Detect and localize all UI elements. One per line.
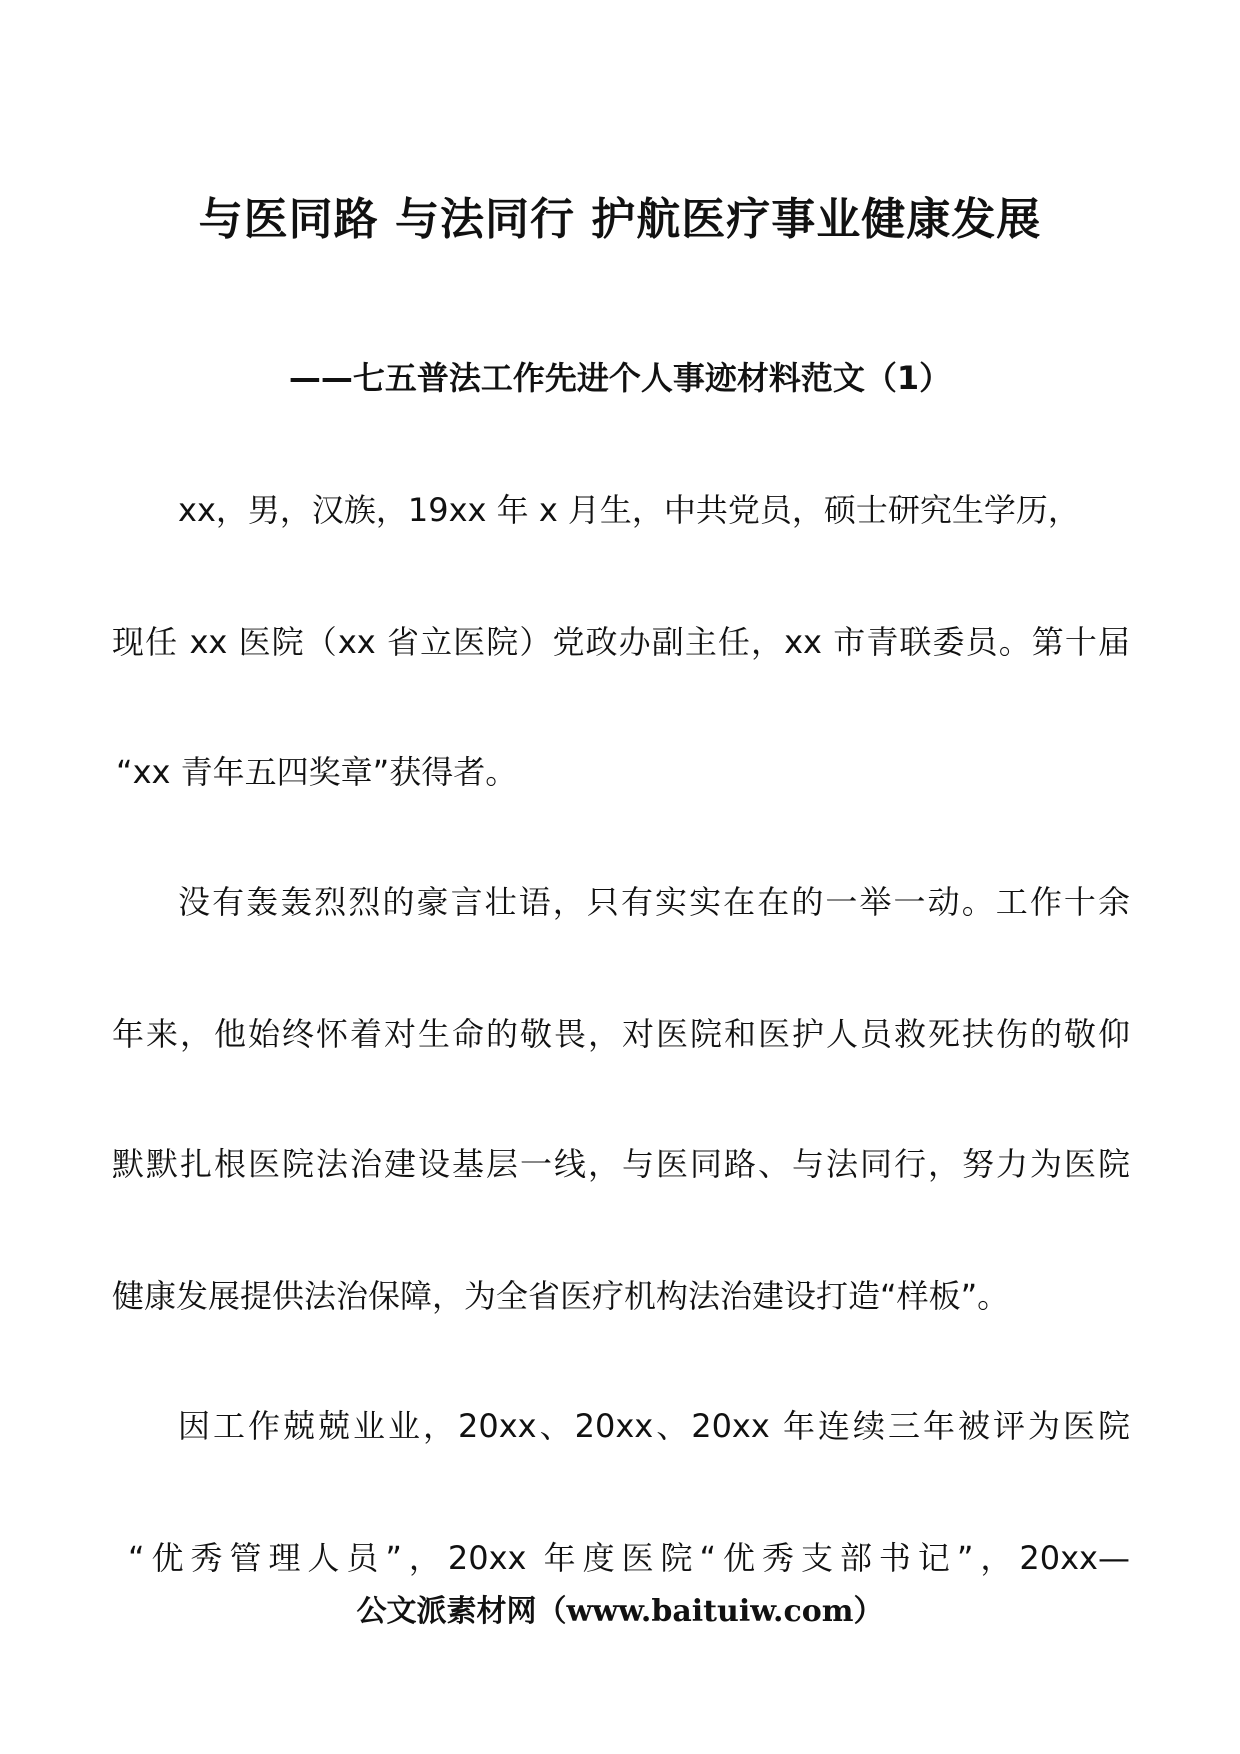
paragraph-3-line-1: 因工作兢兢业业，20xx、20xx、20xx 年连续三年被评为医院 xyxy=(178,1407,1130,1445)
paragraph-2-line-1: 没有轰轰烈烈的豪言壮语，只有实实在在的一举一动。工作十余 xyxy=(178,883,1130,921)
paragraph-1-line-3: “xx 青年五四奖章”获得者。 xyxy=(116,753,518,791)
paragraph-1-line-1: xx，男，汉族，19xx 年 x 月生，中共党员，硕士研究生学历， xyxy=(178,491,1080,529)
paragraph-2-line-4: 健康发展提供法治保障，为全省医疗机构法治建设打造“样板”。 xyxy=(112,1277,1010,1315)
paragraph-3-line-2: “优秀管理人员”，20xx 年度医院“优秀支部书记”，20xx— xyxy=(128,1539,1130,1577)
footer-source xyxy=(0,1590,1240,1634)
paragraph-1-line-2: 现任 xx 医院（xx 省立医院）党政办副主任，xx 市青联委员。第十届 xyxy=(112,623,1130,661)
footer-url[interactable]: www.baituiw.com xyxy=(566,1594,854,1629)
page-subtitle: ——七五普法工作先进个人事迹材料范文（1） xyxy=(288,359,952,397)
footer-site-name: 公文派素材网（ xyxy=(356,1594,567,1629)
footer-close-paren: ） xyxy=(853,1594,884,1629)
paragraph-2-line-2: 年来，他始终怀着对生命的敬畏，对医院和医护人员救死扶伤的敬仰 xyxy=(112,1015,1130,1053)
page-title: 与医同路 与法同行 护航医疗事业健康发展 xyxy=(198,194,1042,245)
paragraph-2-line-3: 默默扎根医院法治建设基层一线，与医同路、与法同行，努力为医院 xyxy=(112,1145,1130,1183)
